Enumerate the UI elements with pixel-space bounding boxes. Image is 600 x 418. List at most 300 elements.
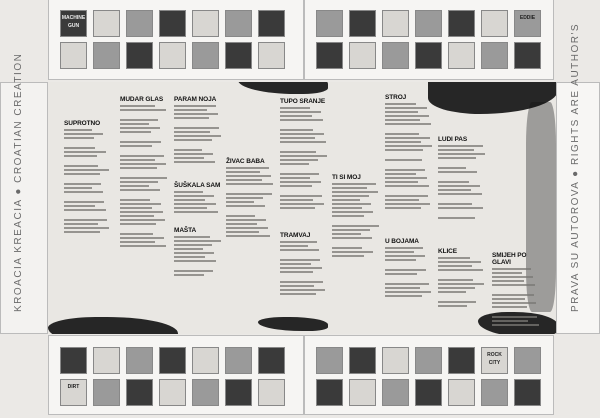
lyric-line — [174, 207, 207, 209]
lyric-line — [492, 284, 535, 286]
lyric-line — [226, 219, 266, 221]
stanza-gap — [174, 143, 224, 147]
album-cover-thumbnail — [481, 42, 508, 69]
stanza-gap — [280, 211, 330, 215]
lyric-line — [385, 169, 425, 171]
lyric-line — [226, 193, 272, 195]
lyric-line — [385, 251, 414, 253]
stanza-gap — [174, 165, 224, 169]
lyric-line — [280, 207, 315, 209]
album-cover-thumbnail — [93, 42, 120, 69]
lyric-line — [385, 255, 425, 257]
lyric-line — [120, 177, 167, 179]
lyric-line — [64, 231, 100, 233]
album-cover-thumbnail — [126, 379, 153, 406]
song-title: TI SI MOJ — [332, 174, 361, 181]
lyric-line — [280, 177, 310, 179]
lyric-line — [174, 256, 205, 258]
lyric-line — [280, 249, 319, 251]
song-title: TRAMVAJ — [280, 232, 311, 239]
album-cover-thumbnail — [448, 42, 475, 69]
lyric-line — [385, 103, 416, 105]
album-cover-thumbnail — [60, 42, 87, 69]
lyric-line — [438, 185, 480, 187]
album-cover-thumbnail — [514, 42, 541, 69]
lyric-line — [120, 131, 151, 133]
album-cover-thumbnail — [258, 10, 285, 37]
lyric-line — [120, 119, 158, 121]
lyric-line — [174, 131, 210, 133]
lyric-line — [492, 276, 533, 278]
lyric-line — [120, 203, 161, 205]
lyric-line — [332, 211, 373, 213]
lyric-line — [438, 287, 475, 289]
stanza-gap — [385, 263, 435, 267]
lyric-line — [120, 189, 160, 191]
lyric-line — [174, 203, 216, 205]
lyric-line — [174, 109, 207, 111]
lyric-line — [174, 248, 203, 250]
lyric-line — [280, 203, 324, 205]
album-cover-thumbnail — [349, 347, 376, 374]
lyric-line — [174, 117, 209, 119]
lyric-line — [332, 195, 369, 197]
lyric-line — [385, 141, 421, 143]
song-lyrics — [438, 136, 488, 225]
lyric-line — [64, 129, 92, 131]
lyric-line — [120, 105, 155, 107]
lyric-line — [174, 105, 216, 107]
song-title: TUPO SRANJE — [280, 98, 326, 105]
lyric-line — [64, 205, 95, 207]
lyric-line — [438, 269, 483, 271]
lyric-line — [174, 127, 219, 129]
lyric-line — [280, 137, 315, 139]
lyric-line — [492, 320, 528, 322]
lyric-line — [64, 209, 106, 211]
album-cover-thumbnail — [382, 10, 409, 37]
album-cover-thumbnail — [258, 42, 285, 69]
album-cover-thumbnail — [258, 347, 285, 374]
lyric-line — [226, 167, 269, 169]
left-spine — [0, 82, 48, 334]
stanza-gap — [438, 273, 488, 277]
album-cover-thumbnail — [514, 379, 541, 406]
album-cover-thumbnail — [349, 10, 376, 37]
lyric-line — [385, 123, 431, 125]
stanza-gap — [438, 211, 488, 215]
lyric-line — [120, 237, 164, 239]
lyric-line — [64, 169, 109, 171]
lyric-line — [120, 233, 153, 235]
stanza-gap — [385, 153, 435, 157]
album-cover-thumbnail — [225, 42, 252, 69]
lyric-line — [332, 237, 372, 239]
song-lyrics — [438, 248, 488, 313]
lyric-line — [226, 215, 255, 217]
lyric-line — [385, 287, 420, 289]
lyric-line — [226, 171, 260, 173]
album-cover-thumbnail — [93, 347, 120, 374]
album-cover-thumbnail — [415, 379, 442, 406]
album-cover-thumbnail — [382, 347, 409, 374]
lyric-line — [120, 199, 150, 201]
lyric-line — [385, 273, 417, 275]
album-cover-thumbnail — [481, 379, 508, 406]
lyric-line — [280, 111, 321, 113]
lyric-line — [332, 251, 373, 253]
lyric-line — [385, 159, 422, 161]
lyric-line — [438, 265, 472, 267]
lyric-line — [280, 159, 318, 161]
song-lyrics — [120, 96, 170, 253]
lyric-line — [174, 149, 202, 151]
lyric-line — [280, 151, 316, 153]
lyric-line — [385, 145, 432, 147]
song-title: PARAM NOJA — [174, 96, 217, 103]
song-lyrics — [492, 252, 542, 332]
stanza-gap — [64, 159, 114, 163]
lyric-line — [280, 115, 312, 117]
lyric-line — [332, 191, 378, 193]
album-cover-thumbnail — [258, 379, 285, 406]
album-cover-thumbnail: MACHINE GUN — [60, 10, 87, 37]
lyric-line — [385, 173, 416, 175]
song-title: STROJ — [385, 94, 407, 101]
lyric-line — [64, 223, 98, 225]
lyric-line — [280, 119, 323, 121]
lyric-line — [120, 127, 160, 129]
lyric-line — [64, 137, 94, 139]
album-cover-thumbnail — [316, 347, 343, 374]
lyric-line — [280, 263, 311, 265]
album-cover-thumbnail — [159, 10, 186, 37]
lyric-line — [226, 223, 257, 225]
lyric-line — [64, 147, 95, 149]
album-cover-thumbnail — [415, 10, 442, 37]
lyric-line — [174, 274, 204, 276]
lyric-line — [332, 255, 364, 257]
lyric-line — [280, 173, 319, 175]
lyric-line — [280, 293, 316, 295]
stanza-gap — [492, 310, 542, 314]
album-cover-thumbnail — [481, 10, 508, 37]
stanza-gap — [385, 189, 435, 193]
stanza-gap — [492, 328, 542, 332]
lyric-line — [120, 223, 156, 225]
lyric-line — [385, 269, 426, 271]
lyric-line — [438, 193, 482, 195]
lyric-line — [438, 157, 476, 159]
stanza-gap — [438, 161, 488, 165]
lyric-line — [120, 155, 164, 157]
lyric-line — [280, 163, 309, 165]
lyric-line — [385, 133, 419, 135]
stanza-gap — [280, 123, 330, 127]
album-cover-thumbnail — [225, 379, 252, 406]
song-title: SUPROTNO — [64, 120, 101, 127]
lyric-line — [438, 145, 483, 147]
lyric-line — [332, 199, 360, 201]
lyric-line — [280, 267, 322, 269]
lyric-line — [280, 141, 326, 143]
lyric-line — [280, 107, 310, 109]
lyric-line — [438, 301, 476, 303]
lyric-line — [280, 185, 312, 187]
song-lyrics — [174, 227, 224, 282]
lyric-line — [332, 225, 379, 227]
lyric-line — [492, 268, 531, 270]
right-spine-text: PRAVA SU AUTOROVA ● RIGHTS ARE AUTHOR'S — [570, 22, 581, 312]
lyric-line — [120, 185, 149, 187]
song-lyrics — [64, 120, 114, 239]
lyric-line — [64, 191, 103, 193]
album-cover-thumbnail — [316, 379, 343, 406]
lyric-line — [385, 283, 429, 285]
album-cover-thumbnail: DIRT — [60, 379, 87, 406]
lyric-line — [280, 181, 321, 183]
lyric-line — [174, 157, 204, 159]
lyric-line — [332, 183, 376, 185]
lyric-line — [438, 291, 466, 293]
album-cover-thumbnail — [159, 42, 186, 69]
lyric-line — [438, 181, 469, 183]
lyric-line — [174, 240, 221, 242]
lyric-line — [226, 205, 265, 207]
lyric-line — [174, 236, 210, 238]
album-cover-thumbnail — [382, 379, 409, 406]
lyric-line — [385, 115, 429, 117]
lyric-line — [332, 229, 370, 231]
stanza-gap — [280, 297, 330, 301]
lyric-line — [64, 187, 92, 189]
stanza-gap — [280, 253, 330, 257]
grunge-splash — [258, 317, 328, 331]
album-cover-thumbnail — [192, 10, 219, 37]
lyric-line — [280, 133, 324, 135]
lyric-line — [174, 113, 218, 115]
lyric-line — [385, 259, 416, 261]
stanza-gap — [174, 264, 224, 268]
lyric-line — [120, 241, 155, 243]
lyric-line — [385, 247, 423, 249]
lyric-line — [174, 139, 212, 141]
album-cover-thumbnail — [349, 379, 376, 406]
song-lyrics — [280, 98, 330, 215]
lyric-line — [385, 177, 427, 179]
lyric-line — [174, 191, 203, 193]
album-cover-thumbnail — [415, 347, 442, 374]
lyric-line — [64, 151, 106, 153]
lyric-line — [385, 149, 423, 151]
album-cover-thumbnail: ROCK CITY — [481, 347, 508, 374]
song-lyrics — [174, 96, 224, 169]
lyric-line — [174, 195, 214, 197]
stanza-gap — [64, 195, 114, 199]
stanza-gap — [174, 278, 224, 282]
lyric-line — [280, 259, 320, 261]
lyric-line — [280, 155, 327, 157]
lyric-line — [280, 241, 317, 243]
lyric-line — [438, 171, 477, 173]
lyric-line — [120, 167, 157, 169]
lyric-line — [120, 123, 149, 125]
song-title: LUDI PAS — [438, 136, 468, 143]
lyric-line — [332, 187, 367, 189]
lyric-line — [438, 207, 483, 209]
lyric-line — [174, 260, 216, 262]
stanza-gap — [332, 241, 382, 245]
lyric-line — [385, 203, 430, 205]
album-cover-thumbnail — [316, 10, 343, 37]
album-cover-thumbnail — [159, 379, 186, 406]
stanza-gap — [385, 277, 435, 281]
lyric-line — [438, 153, 485, 155]
lyric-line — [385, 185, 429, 187]
lyric-line — [492, 306, 527, 308]
lyric-line — [280, 245, 308, 247]
lyric-line — [492, 272, 522, 274]
lyric-line — [438, 257, 470, 259]
lyric-line — [174, 153, 213, 155]
lyric-line — [64, 201, 104, 203]
lyric-line — [492, 280, 524, 282]
stanza-gap — [120, 171, 170, 175]
song-title: U BOJAMA — [385, 238, 419, 245]
lyric-line — [226, 231, 259, 233]
stanza-gap — [226, 239, 276, 243]
album-cover-thumbnail — [93, 10, 120, 37]
stanza-gap — [226, 209, 276, 213]
stanza-gap — [280, 275, 330, 279]
stanza-gap — [438, 197, 488, 201]
album-cover-thumbnail — [225, 10, 252, 37]
song-title: MUDAR GLAS — [120, 96, 164, 103]
lyric-line — [332, 247, 362, 249]
lyric-line — [120, 245, 166, 247]
lyric-line — [64, 183, 101, 185]
lyric-line — [280, 281, 323, 283]
lyric-line — [438, 305, 467, 307]
stanza-gap — [120, 193, 170, 197]
stanza-gap — [64, 177, 114, 181]
lyric-line — [120, 219, 165, 221]
stanza-gap — [332, 219, 382, 223]
lyric-line — [120, 109, 166, 111]
lyric-line — [385, 107, 427, 109]
lyric-line — [280, 271, 313, 273]
lyric-line — [492, 316, 537, 318]
lyric-line — [64, 155, 97, 157]
song-title: SMIJEH PO GLAVI — [492, 252, 527, 266]
song-lyrics — [174, 182, 224, 219]
lyric-line — [64, 227, 109, 229]
lyric-line — [280, 195, 322, 197]
stanza-gap — [438, 175, 488, 179]
lyric-line — [120, 207, 152, 209]
lyric-line — [280, 129, 313, 131]
song-title: KLICE — [438, 248, 458, 255]
lyric-line — [438, 189, 471, 191]
song-title: ŽIVAC BABA — [226, 158, 265, 165]
album-cover-thumbnail — [192, 379, 219, 406]
lyric-line — [174, 270, 213, 272]
lyric-line — [226, 227, 268, 229]
stanza-gap — [174, 215, 224, 219]
stanza-gap — [280, 167, 330, 171]
stanza-gap — [438, 295, 488, 299]
lyric-line — [385, 181, 418, 183]
stanza-gap — [280, 189, 330, 193]
lyric-line — [64, 165, 98, 167]
lyric-line — [385, 195, 428, 197]
stanza-gap — [120, 227, 170, 231]
lyric-line — [332, 215, 364, 217]
lyric-line — [280, 285, 314, 287]
stanza-gap — [120, 113, 170, 117]
album-cover-thumbnail — [382, 42, 409, 69]
stanza-gap — [438, 309, 488, 313]
lyric-line — [226, 179, 262, 181]
lyric-line — [385, 291, 431, 293]
song-lyrics — [385, 238, 435, 303]
song-title: ŠUŠKALA SAM — [174, 182, 221, 189]
lyric-line — [64, 219, 107, 221]
stanza-gap — [385, 211, 435, 215]
lyric-line — [174, 252, 214, 254]
song-lyrics — [226, 158, 276, 243]
lyric-line — [174, 211, 218, 213]
stanza-gap — [64, 213, 114, 217]
album-cover-thumbnail — [448, 10, 475, 37]
lyric-line — [120, 181, 158, 183]
album-cover-thumbnail — [126, 42, 153, 69]
lyric-line — [226, 197, 263, 199]
lyric-line — [120, 141, 161, 143]
grunge-splash — [238, 82, 328, 94]
album-cover-thumbnail — [448, 347, 475, 374]
lyric-line — [332, 207, 362, 209]
lyric-line — [280, 199, 313, 201]
lyric-line — [385, 295, 422, 297]
stanza-gap — [120, 135, 170, 139]
lyric-line — [492, 302, 536, 304]
grunge-splash — [48, 317, 178, 334]
lyric-line — [385, 207, 421, 209]
lyrics-panel — [48, 82, 556, 334]
stanza-gap — [120, 249, 170, 253]
album-cover-thumbnail — [192, 347, 219, 374]
lyric-line — [438, 167, 466, 169]
lyric-line — [280, 289, 325, 291]
stanza-gap — [438, 221, 488, 225]
lyric-line — [438, 283, 484, 285]
stanza-gap — [64, 141, 114, 145]
album-cover-thumbnail — [126, 347, 153, 374]
song-lyrics — [332, 174, 382, 263]
album-cover-thumbnail — [93, 379, 120, 406]
lyric-line — [226, 201, 254, 203]
stanza-gap — [332, 259, 382, 263]
album-cover-thumbnail: EDDIE — [514, 10, 541, 37]
album-cover-thumbnail — [159, 347, 186, 374]
album-cover-thumbnail — [316, 42, 343, 69]
lyric-line — [385, 137, 430, 139]
lyric-line — [385, 119, 420, 121]
stanza-gap — [385, 163, 435, 167]
lyric-line — [385, 111, 418, 113]
stanza-gap — [64, 235, 114, 239]
